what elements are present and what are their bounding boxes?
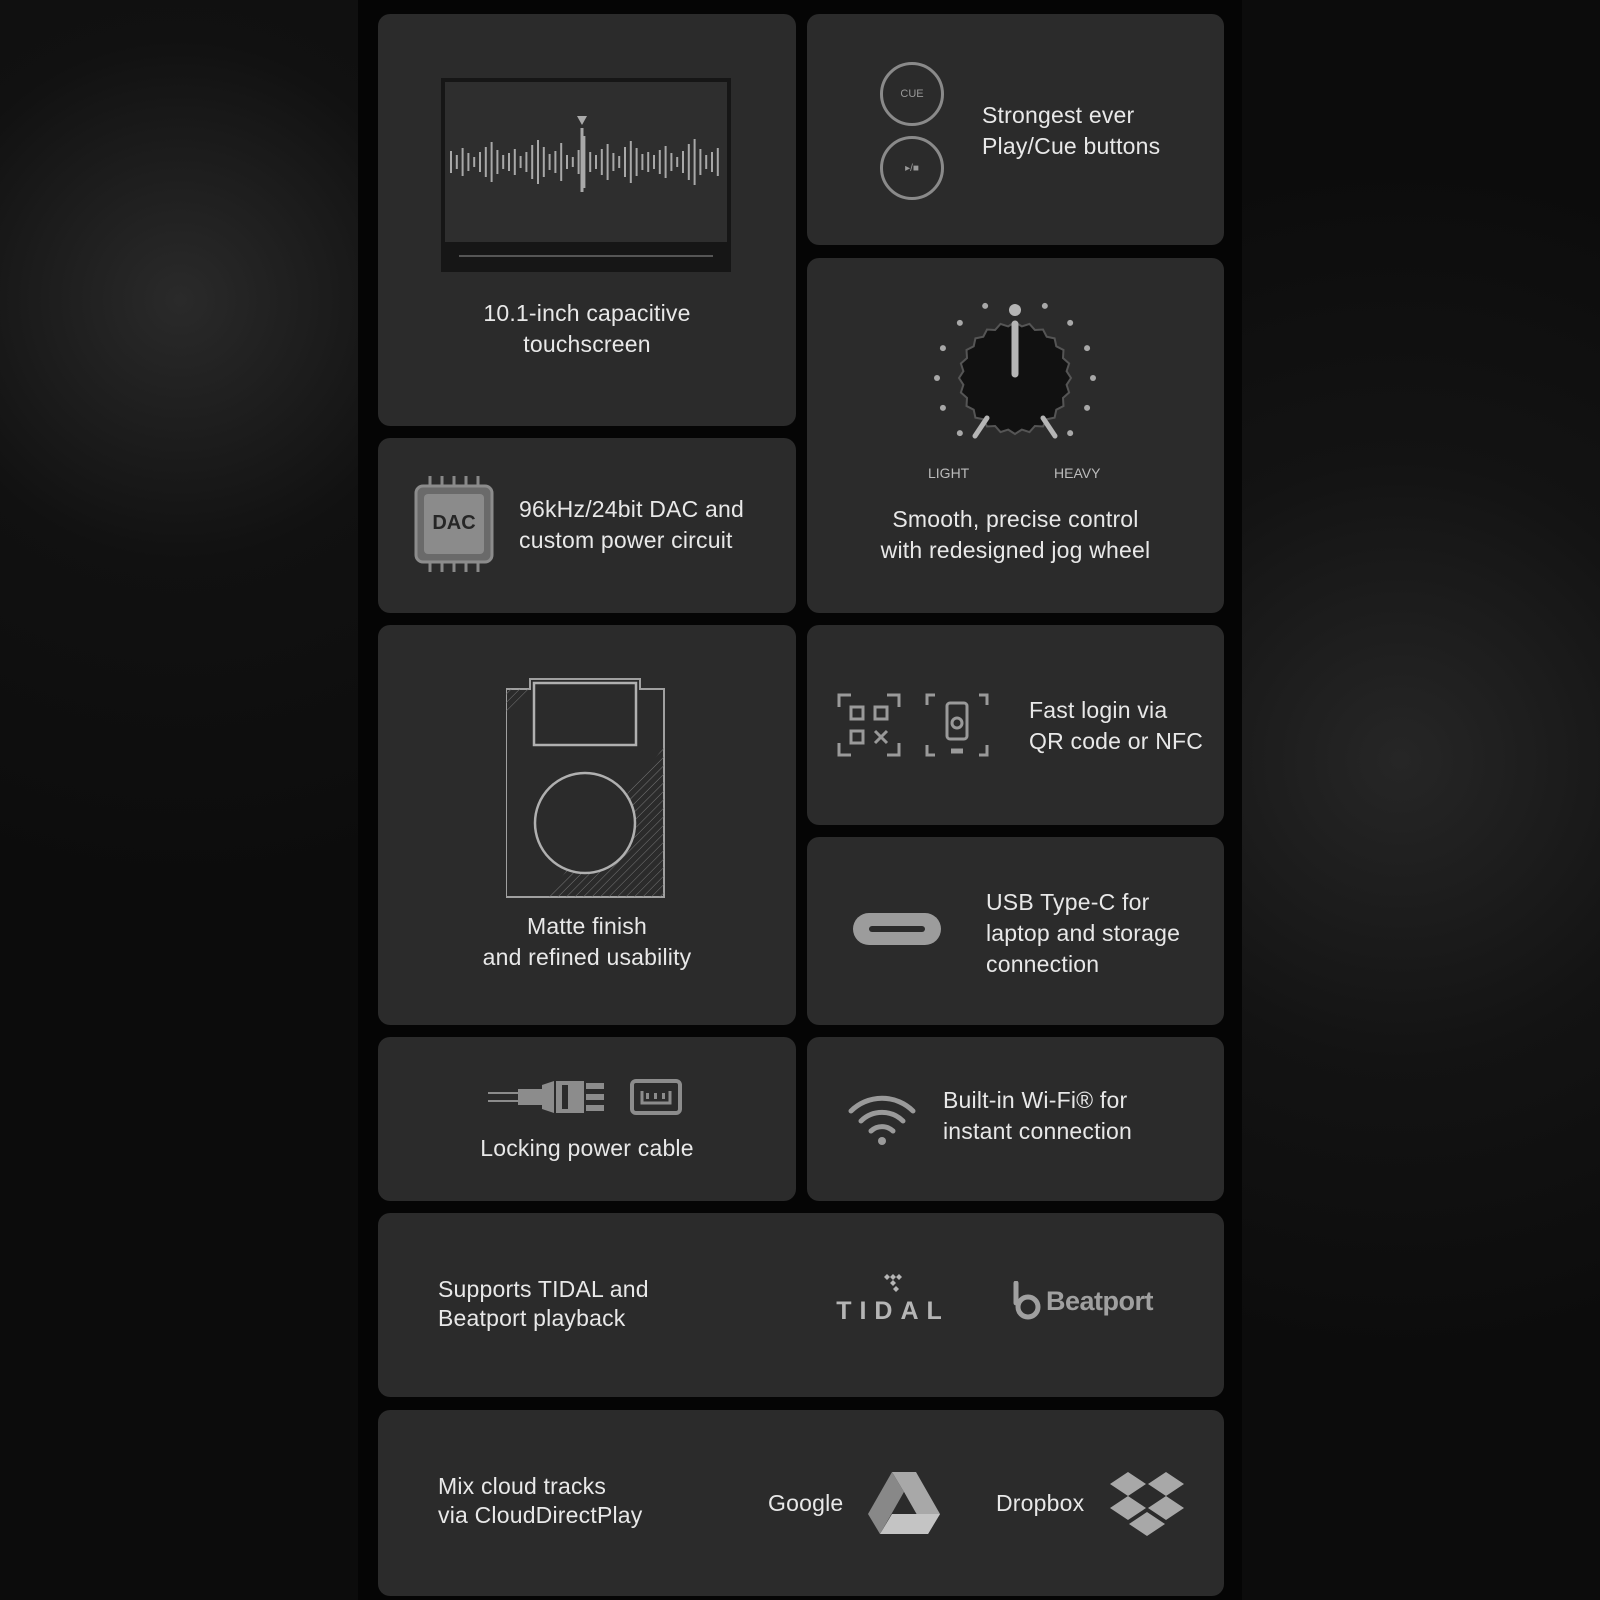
dropbox-icon — [1110, 1472, 1184, 1536]
cloud-label-line2: via CloudDirectPlay — [438, 1502, 643, 1528]
wifi-label-line1: Built-in Wi-Fi® for — [943, 1087, 1128, 1113]
login-label-line1: Fast login via — [1029, 697, 1168, 723]
tidal-logo-text: TIDAL — [836, 1297, 950, 1325]
play-pause-button-icon — [880, 136, 944, 200]
dac-chip-text: DAC — [432, 512, 476, 534]
dac-label-line1: 96kHz/24bit DAC and — [519, 496, 744, 522]
google-drive-icon — [868, 1472, 940, 1536]
usb-c-port-icon — [853, 913, 941, 945]
usb-label-line1: USB Type-C for — [986, 889, 1150, 915]
finish-label-line2: and refined usability — [482, 944, 692, 970]
card-wifi — [807, 1037, 1224, 1201]
card-dac — [378, 438, 796, 613]
nfc-phone-icon — [925, 693, 989, 757]
beatport-logo — [1010, 1281, 1153, 1321]
qr-code-icon — [837, 693, 901, 757]
light-label: LIGHT — [928, 465, 970, 481]
dropbox-label: Dropbox — [996, 1490, 1085, 1516]
card-power-cable — [378, 1037, 796, 1201]
tidal-logo — [830, 1273, 956, 1326]
streaming-label-line1: Supports TIDAL and — [438, 1276, 649, 1302]
jog-wheel-icon — [915, 296, 1115, 476]
background-glow — [1240, 0, 1600, 1600]
cue-text: CUE — [900, 88, 924, 100]
touchscreen-icon — [441, 78, 731, 272]
cloud-label-line1: Mix cloud tracks — [438, 1473, 607, 1499]
usb-label-line2: laptop and storage — [986, 920, 1181, 946]
usb-label-line3: connection — [986, 951, 1100, 977]
card-streaming — [378, 1213, 1224, 1397]
power-label: Locking power cable — [480, 1135, 694, 1161]
touchscreen-label-line2: touchscreen — [523, 331, 651, 357]
card-play-cue — [807, 14, 1224, 245]
card-jog-wheel — [807, 258, 1224, 613]
wifi-label-line2: instant connection — [943, 1118, 1133, 1144]
wifi-icon — [847, 1091, 917, 1147]
login-label-line2: QR code or NFC — [1029, 728, 1204, 754]
device-outline-icon — [506, 677, 666, 899]
touchscreen-label-line1: 10.1-inch capacitive — [483, 300, 691, 326]
dac-label-line2: custom power circuit — [519, 527, 733, 553]
google-label: Google — [768, 1490, 844, 1516]
play-pause-text: ▸/■ — [905, 162, 919, 174]
card-fast-login — [807, 625, 1224, 825]
card-matte-finish — [378, 625, 796, 1025]
cue-button-icon — [880, 62, 944, 126]
jog-label-line2: with redesigned jog wheel — [880, 537, 1151, 563]
beatport-logo-text: Beatport — [1046, 1285, 1154, 1316]
power-cable-icon — [488, 1077, 688, 1117]
play-cue-label-line2: Play/Cue buttons — [982, 133, 1161, 159]
streaming-label-line2: Beatport playback — [438, 1305, 626, 1331]
play-cue-label-line1: Strongest ever — [982, 102, 1135, 128]
card-touchscreen — [378, 14, 796, 426]
finish-label-line1: Matte finish — [526, 913, 647, 939]
jog-label-line1: Smooth, precise control — [892, 506, 1139, 532]
card-usb-c — [807, 837, 1224, 1025]
card-cloud — [378, 1410, 1224, 1596]
dac-chip-icon — [414, 476, 494, 572]
heavy-label: HEAVY — [1054, 465, 1101, 481]
